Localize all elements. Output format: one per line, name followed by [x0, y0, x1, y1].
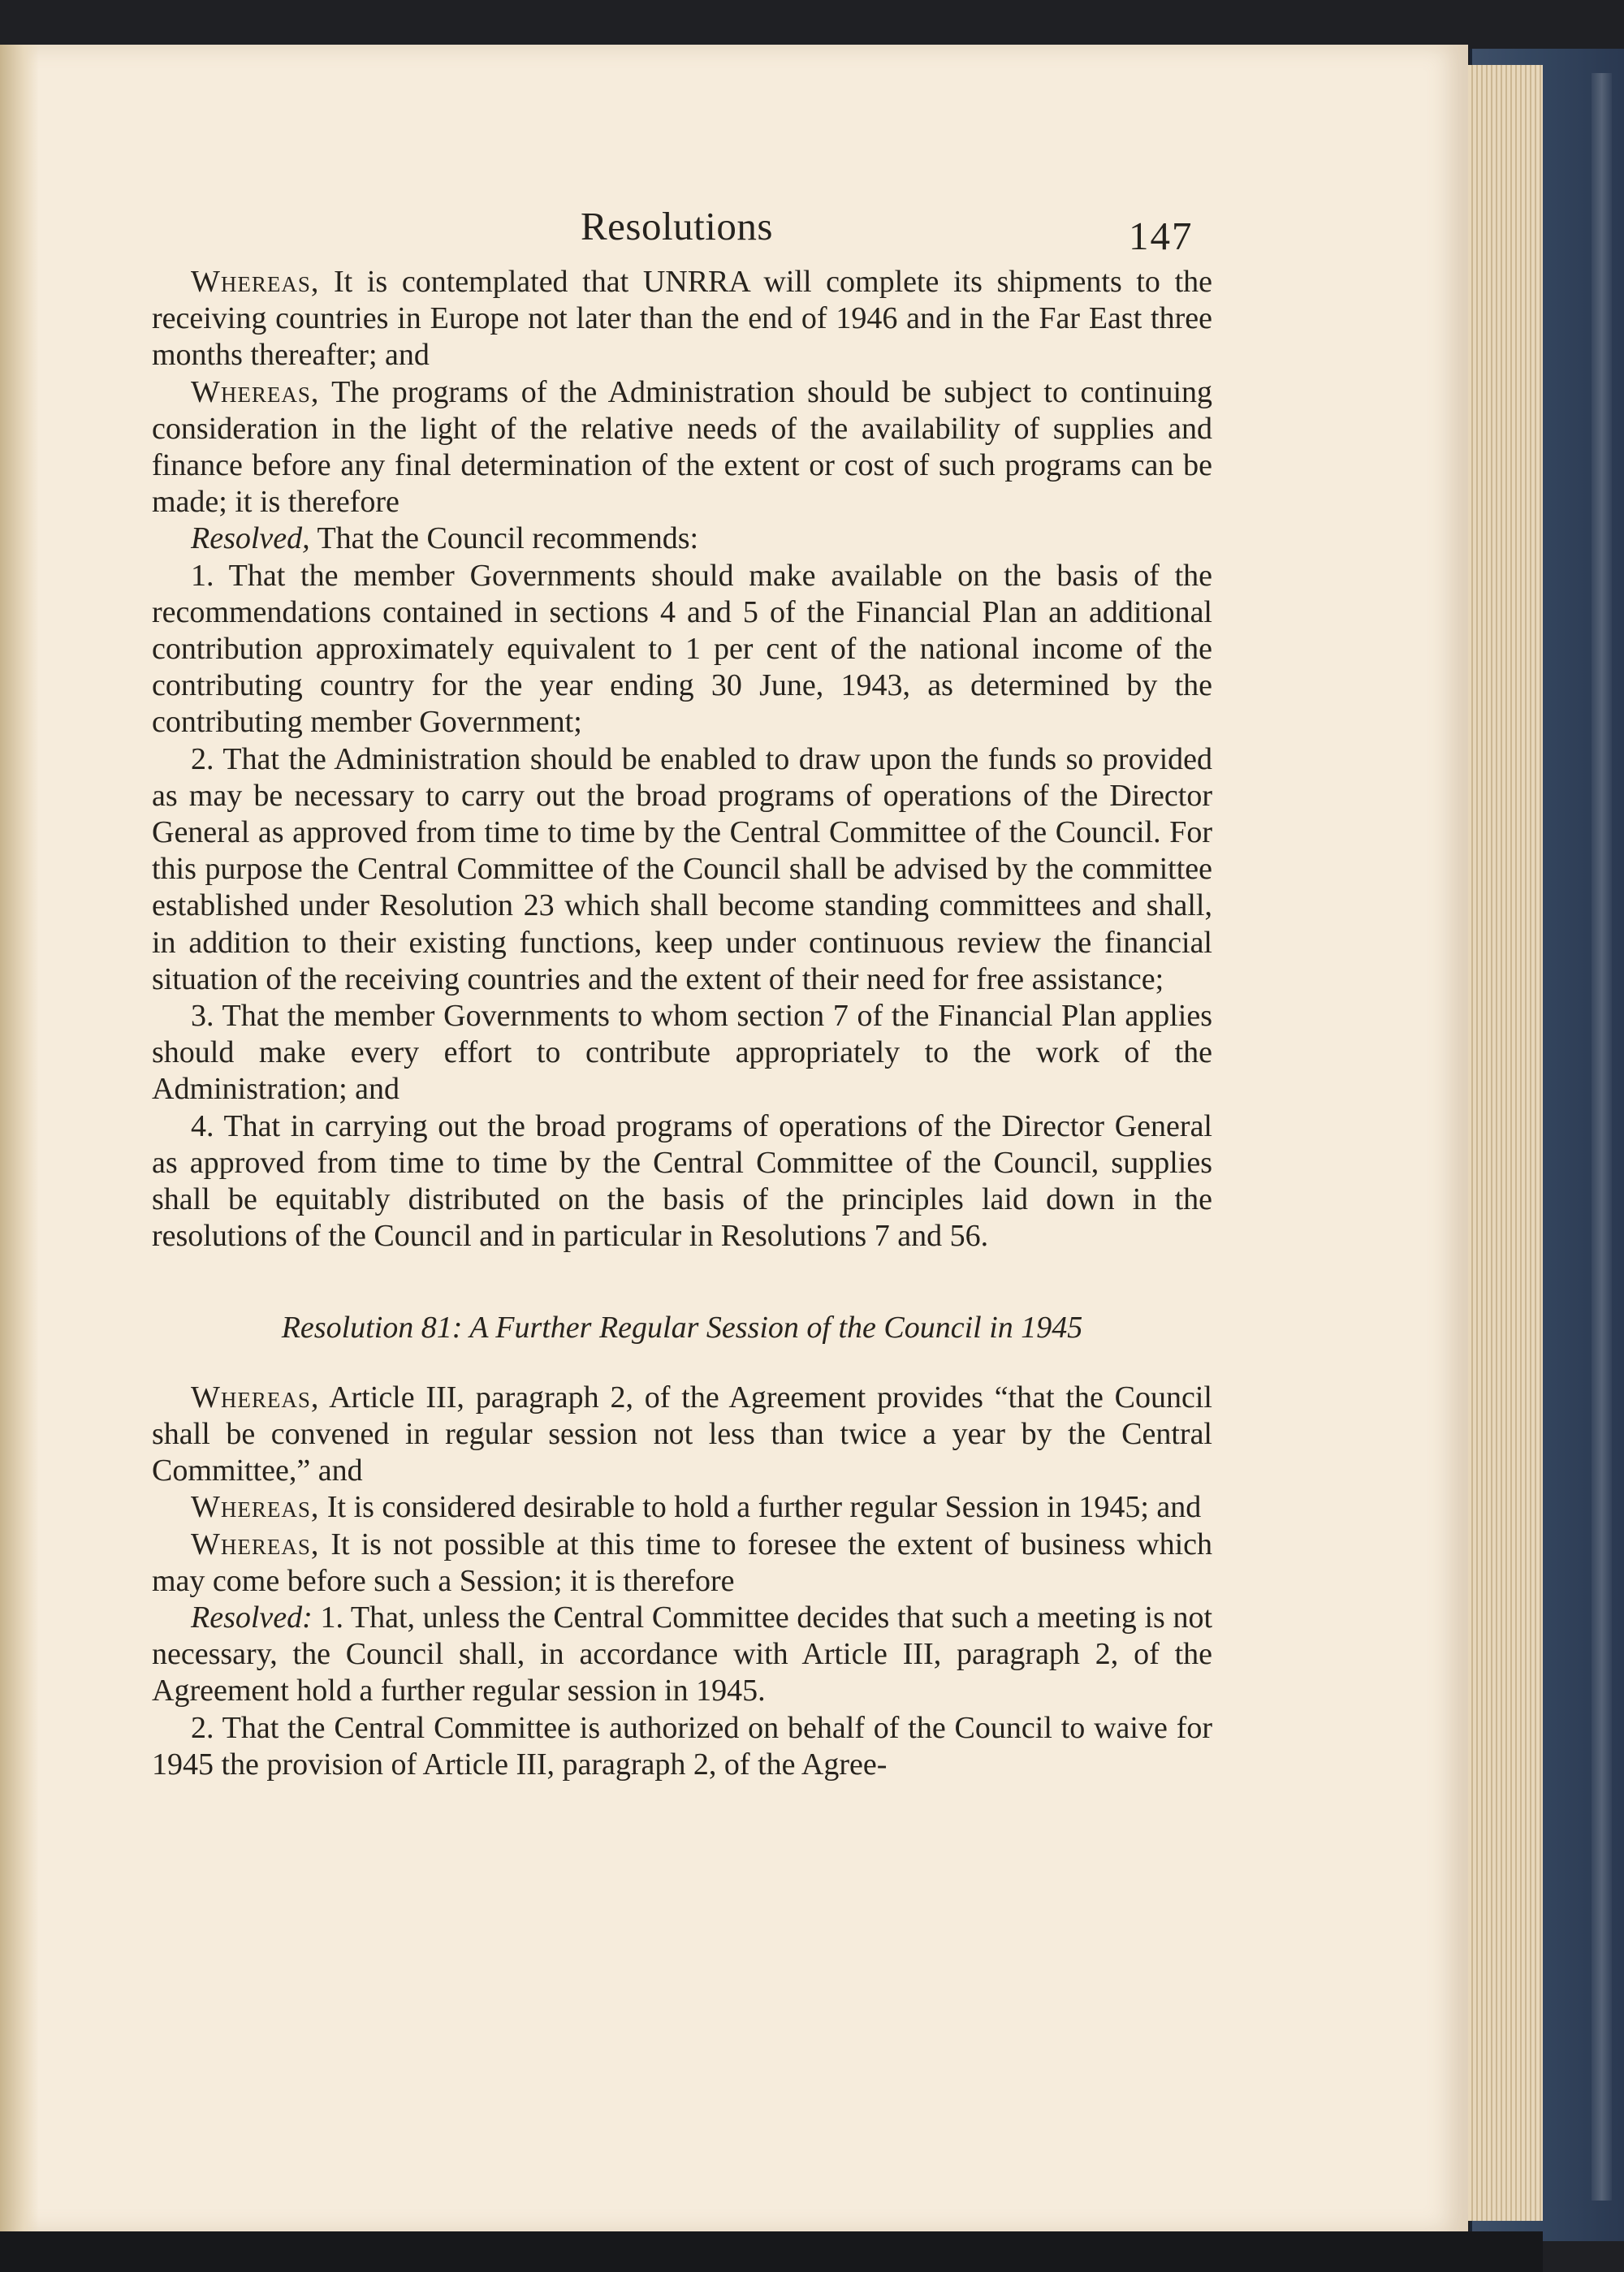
- paragraph-lead: Resolved,: [191, 521, 310, 556]
- body-text: [152, 264, 1212, 1783]
- paragraph: [152, 264, 1212, 374]
- paragraph-text: 1. That the member Governments should make available on the basis of the recommendations contained in sections 4 and 5 of the Financial Plan an additional contribution approximately equivalent to 1 per cent of the national income of the contributing country for the year ending 30 June, 1943, as determined by the contributing member Government;: [152, 558, 1212, 740]
- paragraph-lead: Resolved:: [191, 1600, 313, 1635]
- cover-sheen: [1592, 73, 1612, 2201]
- paragraph-text: The programs of the Administration should be subject to continuing consideration in the light of the relative needs of the availability of supplies and finance before any final determination of the extent or cost of such programs can be made; it is therefore: [152, 374, 1212, 520]
- page-number: 147: [1129, 214, 1194, 258]
- paragraph-text: 2. That the Administration should be enabled to draw upon the funds so provided as may be necessary to carry out the broad programs of operations of the Director General as approved from time to time by the Central Committee of the Council. For this purpose the Central Committee of the Council shall be advised by the committee established under Resolution 23 which shall become standing committees and shall, in addition to their existing functions, keep under continuous review the financial situation of the receiving countries and the extent of their need for free assistance;: [152, 741, 1212, 996]
- page-gutter: [0, 45, 39, 2233]
- paragraph-text: It is considered desirable to hold a further regular Session in 1945; and: [319, 1490, 1202, 1525]
- paragraph: [152, 741, 1212, 998]
- section-heading: Resolution 81: A Further Regular Session of the Council in 1945: [281, 1311, 1083, 1345]
- scan-bottom-edge: [0, 2231, 1543, 2272]
- paragraph: [152, 1108, 1212, 1255]
- paragraph: [152, 1710, 1212, 1783]
- paragraph: [152, 1489, 1212, 1526]
- running-head: Resolutions: [581, 204, 773, 248]
- paragraph-lead: Whereas,: [191, 1527, 320, 1561]
- paragraph: [152, 998, 1212, 1108]
- paragraph-text: It is not possible at this time to foresee the extent of business which may come before such a Session; it is therefore: [152, 1527, 1212, 1598]
- paragraph-text: It is contemplated that UNRRA will complete its shipments to the receiving countries in Europe not later than the end of 1946 and in the Far East three months thereafter; and: [152, 265, 1212, 373]
- paragraph-text: That the Council recommends:: [309, 521, 699, 556]
- paragraph-text: Article III, paragraph 2, of the Agreement provides “that the Council shall be convened in regular session not less than twice a year by the Central Committee,” and: [152, 1380, 1212, 1488]
- paragraph-text: 4. That in carrying out the broad programs of operations of the Director General as approved from time to time by the Central Committee of the Council, supplies shall be equitably distributed on the basis of the principles laid down in the resolutions of the Council and in particular in Resolutions 7 and 56.: [152, 1108, 1212, 1254]
- paragraph-text: 3. That the member Governments to whom section 7 of the Financial Plan applies should make every effort to contribute appropriately to the work of the Administration; and: [152, 999, 1212, 1107]
- paragraph: [152, 520, 1212, 557]
- paragraph-lead: Whereas,: [191, 1490, 320, 1525]
- paragraph-text: 1. That, unless the Central Committee decides that such a meeting is not necessary, the Council shall, in accordance with Article III, paragraph 2, of the Agreement hold a further regular session in 1945.: [152, 1600, 1212, 1708]
- paragraph: [152, 1600, 1212, 1710]
- paragraph-lead: Whereas,: [191, 374, 320, 409]
- paragraph-lead: Whereas,: [191, 265, 320, 299]
- paragraph: [152, 1380, 1212, 1490]
- paragraph: [152, 374, 1212, 521]
- paragraph-lead: Whereas,: [191, 1380, 320, 1415]
- paragraph: [152, 558, 1212, 741]
- paragraph-text: 2. That the Central Committee is authorized on behalf of the Council to waive for 1945 the provision of Article III, paragraph 2, of the Agree-: [152, 1710, 1212, 1782]
- paragraph: [152, 1527, 1212, 1600]
